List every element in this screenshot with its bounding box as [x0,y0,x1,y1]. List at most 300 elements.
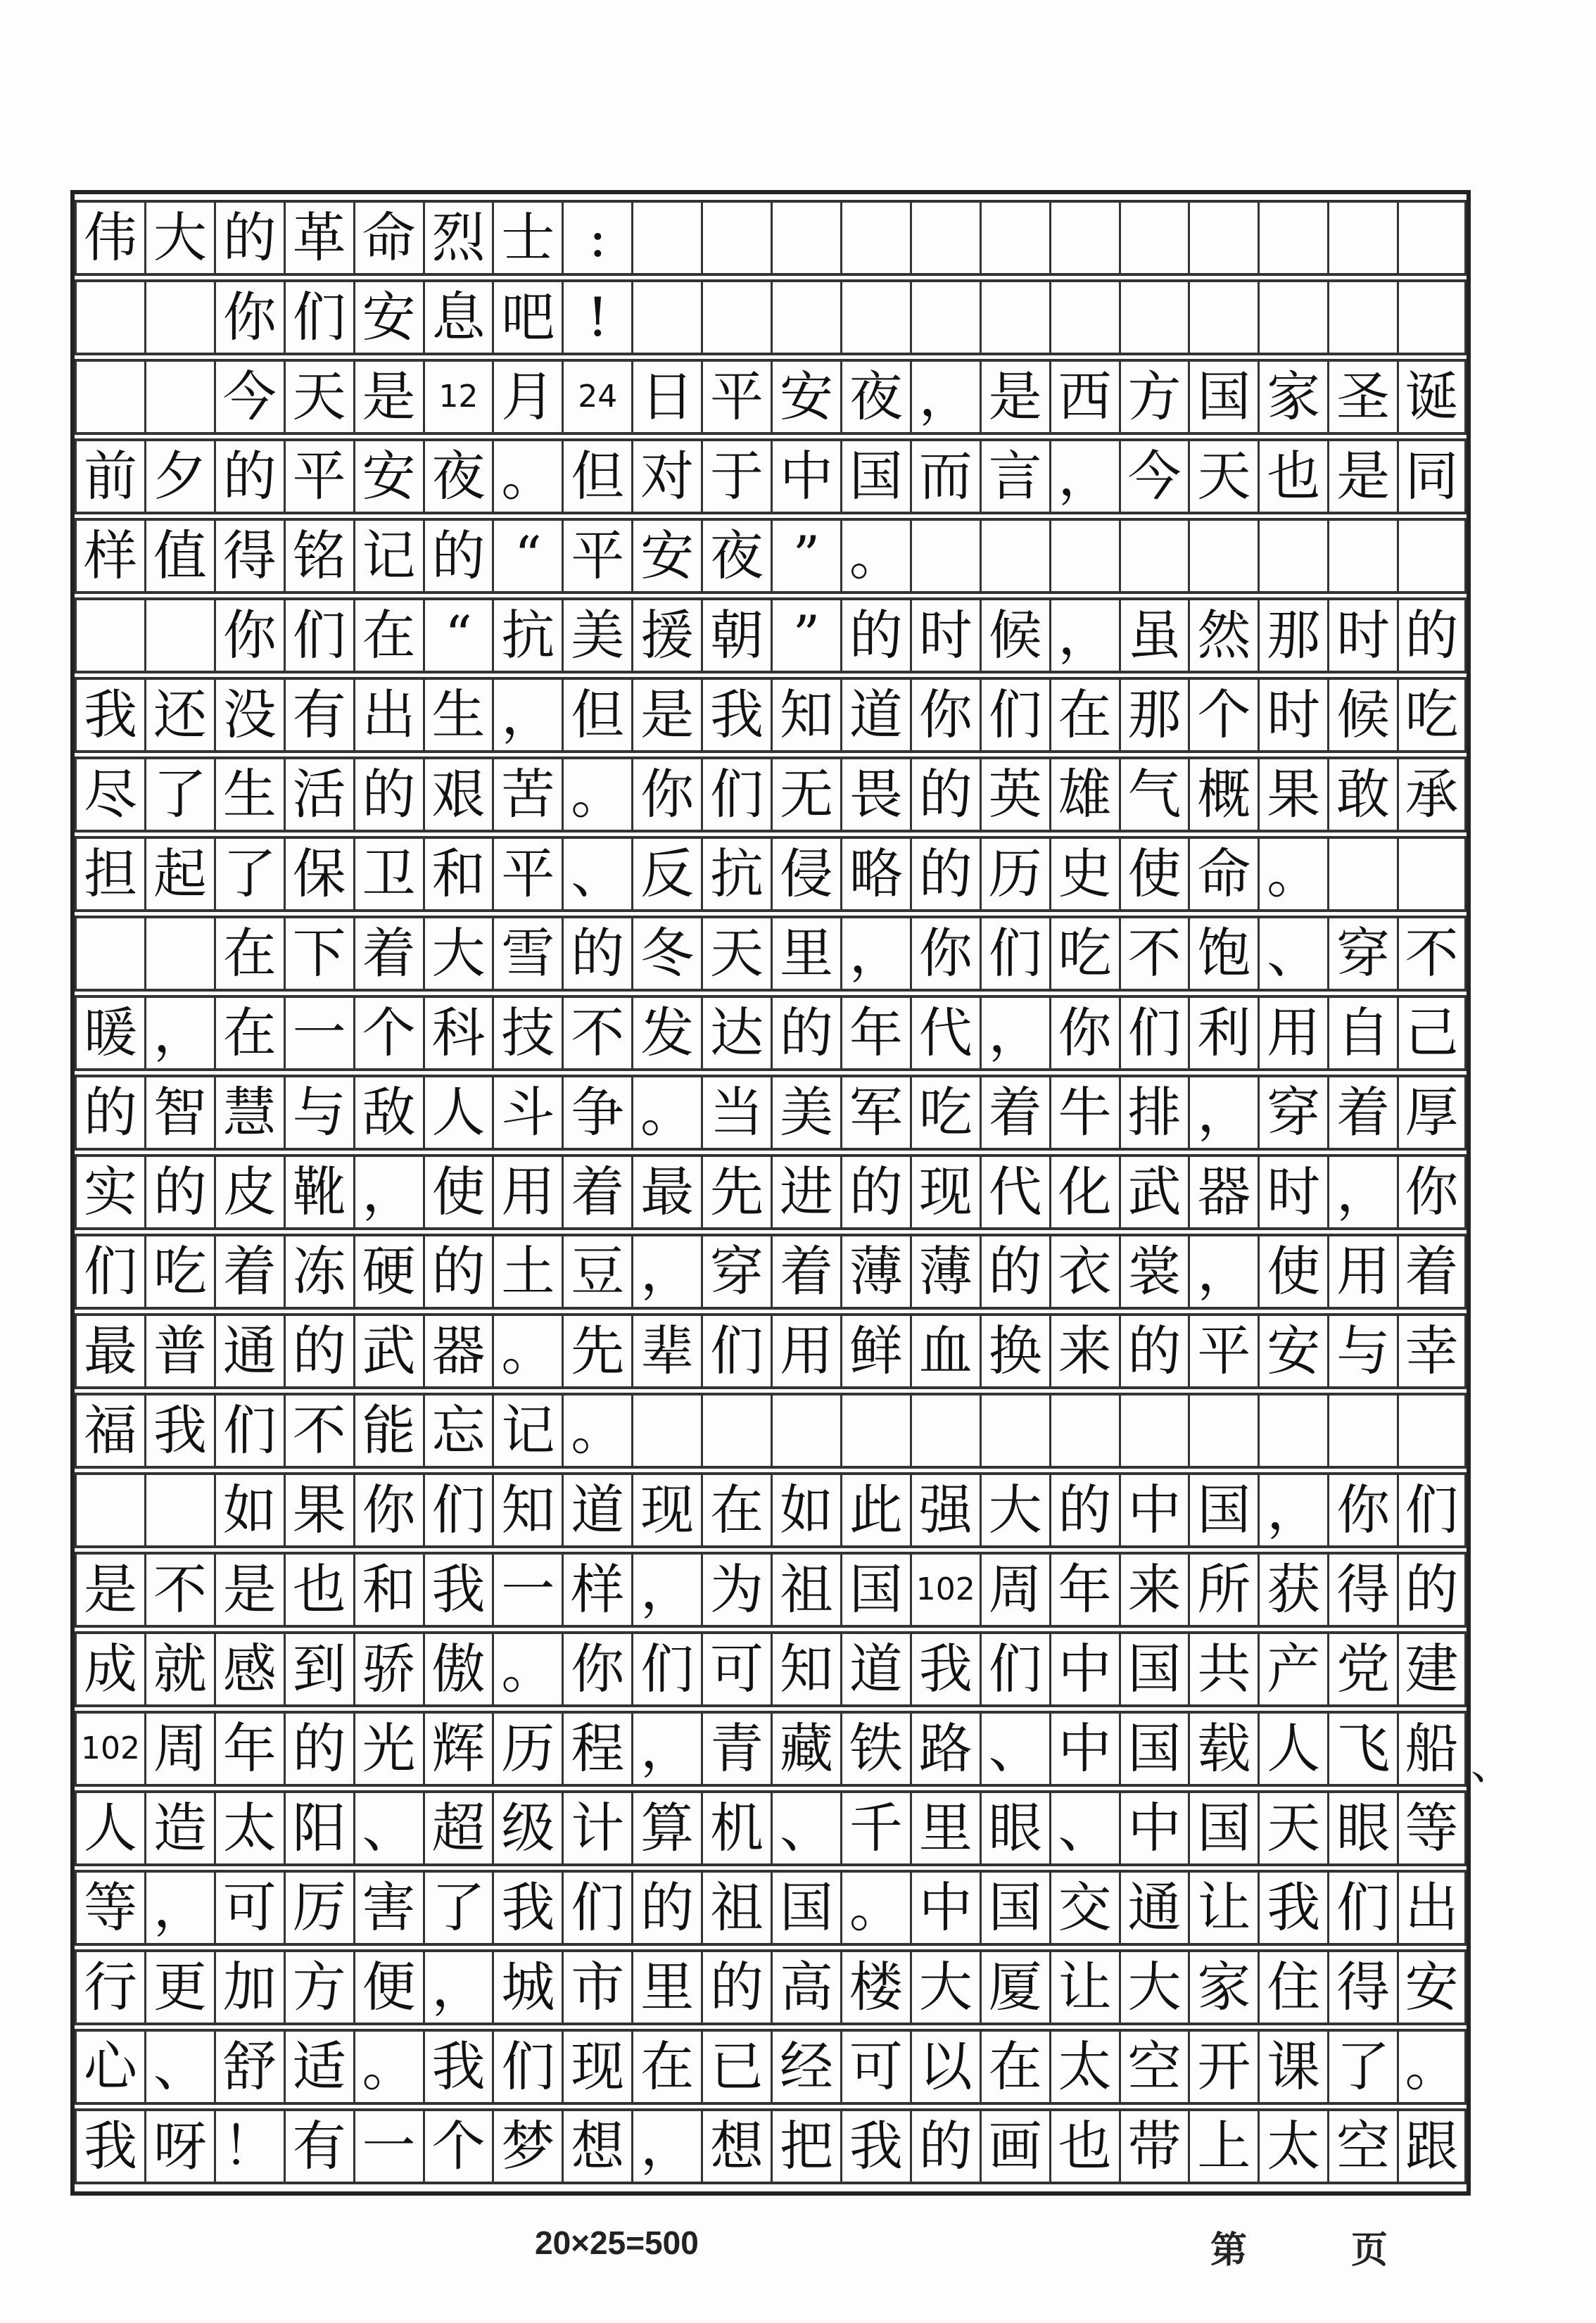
grid-cell [1258,203,1327,273]
grid-cell: 中 [1049,1714,1119,1784]
grid-cell: 们 [423,1475,493,1545]
grid-cell [75,1475,144,1545]
grid-cell: 机 [701,1793,771,1863]
grid-cell: 等 [75,1873,144,1943]
grid-cell: 骄 [353,1634,423,1704]
grid-row [75,1870,1467,1946]
grid-cell: 级 [492,1793,562,1863]
grid-cell: 侵 [771,839,840,909]
grid-cell: 经 [771,2032,840,2102]
grid-cell: 的 [214,441,284,512]
grid-cell: 候 [1327,680,1397,750]
grid-cell: 太 [214,1793,284,1863]
grid-cell: 气 [1119,759,1189,830]
grid-cell: 就 [144,1634,214,1704]
grid-cell: 你 [214,600,284,671]
grid-cell: 画 [980,2111,1049,2182]
grid-cell: 敌 [353,1077,423,1148]
grid-cell: 智 [144,1077,214,1148]
grid-cell [910,282,980,353]
grid-cell: 。 [492,441,562,512]
grid-cell [1119,282,1189,353]
grid-cell: 裳 [1119,1236,1189,1307]
grid-cell: 记 [353,521,423,591]
grid-cell: 平 [701,362,771,432]
grid-cell: 时 [1258,1157,1327,1227]
grid-cell: 艰 [423,759,493,830]
grid-row [75,1711,1467,1787]
grid-cell: ， [1258,1475,1327,1545]
grid-cell: 、 [771,1793,840,1863]
grid-cell: 得 [1327,1555,1397,1625]
grid-cell: ， [980,998,1049,1068]
grid-cell [144,282,214,353]
grid-cell: 已 [701,2032,771,2102]
grid-cell: 是 [980,362,1049,432]
grid-cell: 出 [1397,1873,1467,1943]
grid-cell: 便 [353,1952,423,2023]
grid-cell: 但 [562,680,631,750]
grid-cell: 果 [284,1475,353,1545]
grid-cell: 使 [1258,1236,1327,1307]
grid-cell: 造 [144,1793,214,1863]
grid-cell: 国 [980,1873,1049,1943]
grid-cell: 。 [492,1634,562,1704]
grid-cell: 的 [284,1316,353,1386]
grid-cell: 圣 [1327,362,1397,432]
grid-cell: 。 [1397,2032,1467,2102]
grid-cell: 算 [631,1793,701,1863]
grid-cell [771,1395,840,1466]
grid-cell: 技 [492,998,562,1068]
grid-cell: 了 [1327,2032,1397,2102]
grid-cell: 穿 [701,1236,771,1307]
grid-cell: 衣 [1049,1236,1119,1307]
grid-cell: 还 [144,680,214,750]
grid-cell [144,600,214,671]
grid-cell: 鲜 [840,1316,910,1386]
grid-cell: ， [840,918,910,989]
grid-cell: 青 [701,1714,771,1784]
grid-cell: 命 [1188,839,1258,909]
grid-cell: 历 [492,1714,562,1784]
grid-cell: 中 [1119,1793,1189,1863]
grid-cell: 吃 [1397,680,1467,750]
grid-cell: 强 [910,1475,980,1545]
grid-cell: 让 [1188,1873,1258,1943]
grid-cell: 城 [492,1952,562,2023]
grid-cell: 不 [1119,918,1189,989]
grid-cell: 呀 [144,2111,214,2182]
grid-cell: 自 [1327,998,1397,1068]
grid-cell [1049,521,1119,591]
grid-cell: 们 [701,1316,771,1386]
grid-cell: 薄 [840,1236,910,1307]
grid-cell: 知 [492,1475,562,1545]
grid-cell [980,521,1049,591]
grid-cell: 在 [631,2032,701,2102]
grid-cell: 船 [1397,1714,1467,1784]
grid-cell: 年 [1049,1555,1119,1625]
grid-cell: 大 [910,1952,980,2023]
grid-cell: 使 [1119,839,1189,909]
page-number-suffix: 页 [1351,2229,1388,2272]
grid-cell: 们 [284,600,353,671]
grid-cell: 历 [980,839,1049,909]
grid-cell [144,1475,214,1545]
grid-row [75,597,1467,673]
grid-cell: 然 [1188,600,1258,671]
grid-cell: 成 [75,1634,144,1704]
grid-cell: 言 [980,441,1049,512]
grid-cell: 担 [75,839,144,909]
grid-cell: 的 [423,521,493,591]
grid-cell: 厉 [284,1873,353,1943]
grid-cell: 载 [1188,1714,1258,1784]
grid-cell [1049,203,1119,273]
grid-cell: 的 [840,600,910,671]
grid-cell: 在 [214,998,284,1068]
grid-cell: 生 [214,759,284,830]
grid-cell: 血 [910,1316,980,1386]
grid-cell: 器 [423,1316,493,1386]
grid-cell: 大 [980,1475,1049,1545]
grid-cell: 们 [492,2032,562,2102]
grid-cell: 。 [492,1316,562,1386]
grid-cell: 武 [1119,1157,1189,1227]
grid-cell: 安 [353,441,423,512]
grid-cell: 国 [1188,362,1258,432]
grid-cell: 命 [353,203,423,273]
grid-cell: 先 [701,1157,771,1227]
grid-cell [144,362,214,432]
grid-cell: 如 [214,1475,284,1545]
grid-cell: 里 [910,1793,980,1863]
grid-cell: 起 [144,839,214,909]
grid-cell: 安 [1258,1316,1327,1386]
grid-cell: 人 [75,1793,144,1863]
grid-cell: 卫 [353,839,423,909]
grid-row [75,1631,1467,1707]
grid-cell: ! [562,282,631,353]
grid-cell: ， [631,1714,701,1784]
grid-cell: 也 [1049,2111,1119,2182]
grid-cell: 方 [1119,362,1189,432]
grid-cell: 人 [423,1077,493,1148]
grid-cell: 们 [75,1236,144,1307]
grid-cell: 梦 [492,2111,562,2182]
grid-cell [1049,1395,1119,1466]
grid-cell: 开 [1188,2032,1258,2102]
grid-cell: 器 [1188,1157,1258,1227]
grid-cell: 敢 [1327,759,1397,830]
grid-cell: 在 [214,918,284,989]
grid-cell: 计 [562,1793,631,1863]
grid-cell: 着 [214,1236,284,1307]
grid-cell: 吧 [492,282,562,353]
grid-row [75,1472,1467,1548]
grid-cell: 在 [353,600,423,671]
grid-cell: 国 [1119,1634,1189,1704]
grid-cell: 一 [492,1555,562,1625]
grid-row [75,2108,1467,2184]
grid-cell [910,1395,980,1466]
grid-cell: 来 [1049,1316,1119,1386]
grid-cell [75,918,144,989]
grid-cell: 傲 [423,1634,493,1704]
grid-cell: ， [1188,1236,1258,1307]
grid-cell: 我 [840,2111,910,2182]
grid-cell: 里 [631,1952,701,2023]
grid-cell: 我 [492,1873,562,1943]
grid-cell: 用 [492,1157,562,1227]
grid-cell: 中 [771,441,840,512]
grid-cell: 出 [353,680,423,750]
grid-cell: 的 [910,2111,980,2182]
grid-cell: ， [631,1555,701,1625]
grid-cell: 你 [1327,1475,1397,1545]
grid-cell [75,282,144,353]
grid-cell: 化 [1049,1157,1119,1227]
grid-cell: 我 [1258,1873,1327,1943]
grid-cell: 祖 [771,1555,840,1625]
grid-cell: 雄 [1049,759,1119,830]
grid-cell: 到 [284,1634,353,1704]
grid-cell: 我 [910,1634,980,1704]
grid-row [75,518,1467,594]
grid-cell: 周 [144,1714,214,1784]
grid-cell: 住 [1258,1952,1327,2023]
grid-cell: 国 [1188,1793,1258,1863]
grid-cell: 家 [1258,362,1327,432]
grid-cell: 能 [353,1395,423,1466]
grid-cell: 苦 [492,759,562,830]
grid-cell: 前 [75,441,144,512]
grid-cell: 带 [1119,2111,1189,2182]
grid-cell: 们 [562,1873,631,1943]
grid-cell: 争 [562,1077,631,1148]
grid-cell [910,203,980,273]
grid-cell: 现 [631,1475,701,1545]
grid-row [75,1313,1467,1389]
grid-cell: 时 [1327,600,1397,671]
grid-cell: 楼 [840,1952,910,2023]
grid-cell: 是 [214,1555,284,1625]
grid-cell: 102 [910,1555,980,1625]
grid-row [75,359,1467,435]
grid-cell: 发 [631,998,701,1068]
grid-cell: 值 [144,521,214,591]
grid-row [75,757,1467,833]
grid-cell: 。 [631,1077,701,1148]
grid-cell: 你 [1049,998,1119,1068]
grid-cell: 是 [631,680,701,750]
grid-cell: 息 [423,282,493,353]
grid-cell: 雪 [492,918,562,989]
grid-cell [980,203,1049,273]
grid-cell: 的 [980,1236,1049,1307]
grid-cell: 科 [423,998,493,1068]
grid-cell: 铭 [284,521,353,591]
grid-cell: 有 [284,2111,353,2182]
grid-cell: 得 [214,521,284,591]
grid-cell: 与 [1327,1316,1397,1386]
grid-cell: 的 [214,203,284,273]
grid-cell: ” [771,600,840,671]
grid-row [75,1234,1467,1310]
grid-cell: 诞 [1397,362,1467,432]
grid-cell [1049,282,1119,353]
grid-cell: 冻 [284,1236,353,1307]
grid-cell: 不 [144,1555,214,1625]
grid-cell [1327,839,1397,909]
grid-cell: 饱 [1188,918,1258,989]
grid-cell: 产 [1258,1634,1327,1704]
grid-cell: 让 [1049,1952,1119,2023]
grid-cell: 们 [1119,998,1189,1068]
grid-cell: 忘 [423,1395,493,1466]
grid-cell: 靴 [284,1157,353,1227]
grid-cell: 皮 [214,1157,284,1227]
grid-cell: 安 [771,362,840,432]
grid-cell: 畏 [840,759,910,830]
grid-cell: 你 [910,918,980,989]
grid-cell: 、 [144,2032,214,2102]
grid-cell: 最 [75,1316,144,1386]
grid-cell: 想 [562,2111,631,2182]
grid-cell: ， [631,2111,701,2182]
grid-cell: 夜 [840,362,910,432]
grid-row [75,1949,1467,2025]
grid-cell [980,1395,1049,1466]
grid-cell: 你 [562,1634,631,1704]
grid-cell: 有 [284,680,353,750]
grid-cell: 着 [1397,1236,1467,1307]
grid-cell: 安 [631,521,701,591]
grid-cell: 先 [562,1316,631,1386]
grid-cell: 了 [144,759,214,830]
grid-cell: 知 [771,1634,840,1704]
grid-cell: 在 [701,1475,771,1545]
grid-cell: 利 [1188,998,1258,1068]
grid-cell: 共 [1188,1634,1258,1704]
grid-cell: 进 [771,1157,840,1227]
grid-cell: 辉 [423,1714,493,1784]
grid-cell: 着 [980,1077,1049,1148]
grid-cell: 所 [1188,1555,1258,1625]
grid-cell: 如 [771,1475,840,1545]
grid-cell: 眼 [980,1793,1049,1863]
grid-cell: 承 [1397,759,1467,830]
grid-cell [1258,521,1327,591]
grid-cell: 们 [284,282,353,353]
grid-row [75,677,1467,753]
grid-cell [1188,521,1258,591]
grid-cell: 下 [284,918,353,989]
grid-row [75,1393,1467,1469]
grid-cell: 交 [1049,1873,1119,1943]
grid-cell: 国 [1188,1475,1258,1545]
grid-cell: 福 [75,1395,144,1466]
grid-cell: 用 [1327,1236,1397,1307]
grid-cell: 而 [910,441,980,512]
grid-cell: 平 [284,441,353,512]
grid-cell: 于 [701,441,771,512]
grid-cell: 们 [701,759,771,830]
grid-cell: 跟 [1397,2111,1467,2182]
grid-cell [840,203,910,273]
grid-cell: 铁 [840,1714,910,1784]
grid-cell: ， [1049,441,1119,512]
grid-cell: 概 [1188,759,1258,830]
grid-cell: 舒 [214,2032,284,2102]
grid-cell: 现 [562,2032,631,2102]
grid-cell [1397,521,1467,591]
grid-cell [840,1395,910,1466]
grid-cell: ， [631,1236,701,1307]
grid-cell: 大 [1119,1952,1189,2023]
grid-cell: 道 [840,1634,910,1704]
grid-cell: 用 [771,1316,840,1386]
grid-cell: 略 [840,839,910,909]
grid-cell [1397,839,1467,909]
grid-cell: 、 [353,1793,423,1863]
grid-cell: 的 [353,759,423,830]
grid-cell: ， [144,998,214,1068]
grid-row [75,1552,1467,1628]
grid-row [75,438,1467,514]
grid-cell: 们 [214,1395,284,1466]
grid-cell [1188,1395,1258,1466]
grid-cell: 天 [1258,1793,1327,1863]
grid-cell [1327,282,1397,353]
grid-cell: 烈 [423,203,493,273]
grid-cell: 一 [353,2111,423,2182]
grid-cell: 也 [284,1555,353,1625]
grid-cell: 课 [1258,2032,1327,2102]
grid-cell: 你 [631,759,701,830]
grid-cell: 天 [701,918,771,989]
grid-cell: 国 [1119,1714,1189,1784]
grid-cell: 的 [1049,1475,1119,1545]
grid-cell: 中 [1119,1475,1189,1545]
grid-cell: 是 [75,1555,144,1625]
grid-cell: ， [492,680,562,750]
grid-cell: 普 [144,1316,214,1386]
grid-cell: 阳 [284,1793,353,1863]
grid-cell: 没 [214,680,284,750]
grid-cell: 102 [75,1714,144,1784]
grid-cell: 人 [1258,1714,1327,1784]
grid-cell: 一 [284,998,353,1068]
grid-cell: 空 [1119,2032,1189,2102]
grid-cell: 的 [910,759,980,830]
grid-cell: 你 [214,282,284,353]
grid-cell: 的 [771,998,840,1068]
grid-cell: 了 [214,839,284,909]
grid-cell: 此 [840,1475,910,1545]
grid-cell [1327,203,1397,273]
grid-cell [1119,521,1189,591]
grid-cell: 的 [1119,1316,1189,1386]
grid-cell: 们 [980,918,1049,989]
grid-cell: 等 [1397,1793,1467,1863]
grid-cell: 厦 [980,1952,1049,2023]
grid-cell: 。 [562,1395,631,1466]
grid-cell: 是 [1327,441,1397,512]
grid-cell: 超 [423,1793,493,1863]
grid-cell: 吃 [1049,918,1119,989]
